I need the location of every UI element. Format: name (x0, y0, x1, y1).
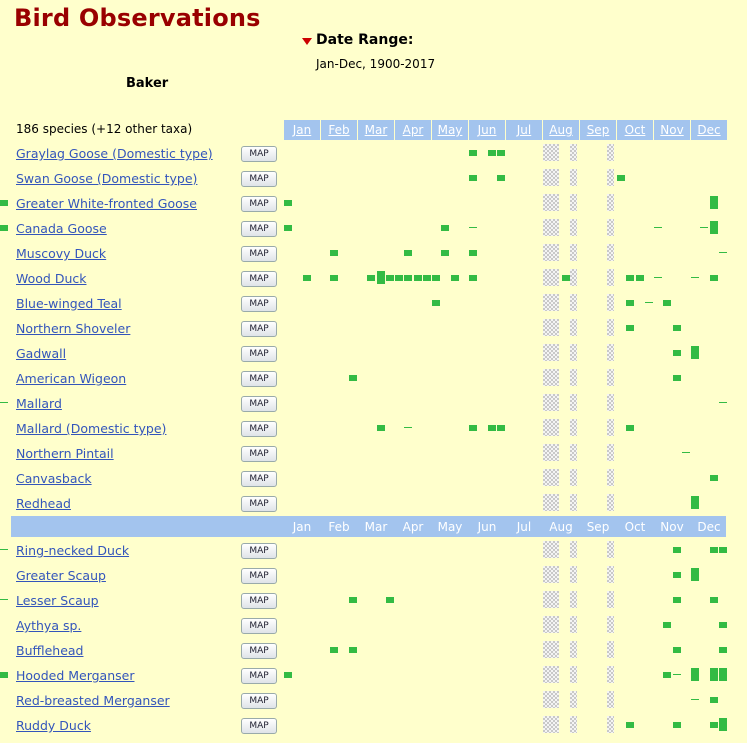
map-button[interactable]: MAP (241, 321, 277, 337)
species-link[interactable]: American Wigeon (16, 371, 127, 386)
month-label: Dec (697, 520, 721, 534)
frequency-bar (404, 275, 412, 281)
species-link[interactable]: Red-breasted Merganser (16, 693, 170, 708)
species-link[interactable]: Hooded Merganser (16, 668, 135, 683)
species-row (0, 718, 747, 743)
frequency-bar (719, 718, 727, 731)
frequency-bar (719, 647, 727, 653)
frequency-bar (0, 200, 8, 206)
frequency-bar (673, 547, 681, 553)
frequency-bar (719, 252, 727, 253)
species-row (0, 171, 747, 196)
no-data-hatch (607, 716, 614, 733)
frequency-bar (673, 674, 681, 675)
no-data-hatch (607, 494, 614, 511)
species-link[interactable]: Northern Pintail (16, 446, 114, 461)
no-data-hatch (543, 541, 559, 558)
frequency-bar (377, 271, 385, 284)
frequency-bar (497, 150, 505, 156)
map-button[interactable]: MAP (241, 693, 277, 709)
no-data-hatch (607, 419, 614, 436)
map-button[interactable]: MAP (241, 496, 277, 512)
no-data-hatch (570, 641, 577, 658)
no-data-hatch (543, 344, 559, 361)
no-data-hatch (607, 294, 614, 311)
no-data-hatch (607, 566, 614, 583)
frequency-bar (691, 668, 699, 681)
species-row (0, 246, 747, 271)
frequency-bar (284, 200, 292, 206)
species-count: 186 species (+12 other taxa) (16, 122, 193, 136)
map-button[interactable]: MAP (241, 543, 277, 559)
no-data-hatch (607, 344, 614, 361)
no-data-hatch (543, 169, 559, 186)
frequency-bar (423, 275, 431, 281)
frequency-bar (663, 622, 671, 628)
frequency-bar (673, 722, 681, 728)
species-link[interactable]: Northern Shoveler (16, 321, 131, 336)
frequency-bar (451, 275, 459, 281)
species-link[interactable]: Wood Duck (16, 271, 87, 286)
species-row (0, 146, 747, 171)
map-button[interactable]: MAP (241, 396, 277, 412)
no-data-hatch (543, 494, 559, 511)
no-data-hatch (607, 244, 614, 261)
frequency-bar (414, 275, 422, 281)
date-range-value: Jan-Dec, 1900-2017 (316, 57, 436, 71)
no-data-hatch (607, 219, 614, 236)
no-data-hatch (543, 269, 559, 286)
no-data-hatch (570, 394, 577, 411)
frequency-bar (691, 699, 699, 700)
species-link[interactable]: Greater White-fronted Goose (16, 196, 197, 211)
map-button[interactable]: MAP (241, 446, 277, 462)
no-data-hatch (607, 194, 614, 211)
no-data-hatch (607, 269, 614, 286)
frequency-bar (691, 277, 699, 278)
species-row (0, 693, 747, 718)
frequency-bar (691, 346, 699, 359)
no-data-hatch (543, 144, 559, 161)
no-data-hatch (543, 319, 559, 336)
species-row (0, 421, 747, 446)
no-data-hatch (543, 244, 559, 261)
species-link[interactable]: Mallard (Domestic type) (16, 421, 167, 436)
species-link[interactable]: Canada Goose (16, 221, 107, 236)
species-row (0, 446, 747, 471)
frequency-bar (432, 300, 440, 306)
month-label: Jan (292, 520, 312, 534)
map-button[interactable]: MAP (241, 171, 277, 187)
frequency-bar (710, 722, 718, 728)
species-link[interactable]: Redhead (16, 496, 71, 511)
map-button[interactable]: MAP (241, 271, 277, 287)
map-button[interactable]: MAP (241, 718, 277, 734)
frequency-bar (330, 275, 338, 281)
frequency-bar (441, 225, 449, 231)
month-label: May (437, 520, 463, 534)
species-link[interactable]: Swan Goose (Domestic type) (16, 171, 198, 186)
no-data-hatch (543, 444, 559, 461)
map-button[interactable]: MAP (241, 618, 277, 634)
map-button[interactable]: MAP (241, 593, 277, 609)
frequency-bar (636, 275, 644, 281)
no-data-hatch (607, 319, 614, 336)
map-button[interactable]: MAP (241, 421, 277, 437)
frequency-bar (719, 402, 727, 403)
frequency-bar (663, 300, 671, 306)
month-label: Jul (516, 520, 532, 534)
month-link[interactable]: Jan (292, 123, 312, 137)
species-row (0, 543, 747, 568)
no-data-hatch (607, 691, 614, 708)
no-data-hatch (543, 616, 559, 633)
map-button[interactable]: MAP (241, 146, 277, 162)
frequency-bar (284, 672, 292, 678)
species-row (0, 496, 747, 521)
month-link[interactable]: Jun (477, 123, 497, 137)
month-link[interactable]: Dec (697, 123, 721, 137)
no-data-hatch (607, 169, 614, 186)
no-data-hatch (570, 169, 577, 186)
no-data-hatch (607, 616, 614, 633)
species-row (0, 471, 747, 496)
no-data-hatch (570, 319, 577, 336)
frequency-bar (284, 225, 292, 231)
no-data-hatch (570, 219, 577, 236)
frequency-bar (719, 668, 727, 681)
date-range-label[interactable]: Date Range: (316, 32, 414, 48)
frequency-bar (469, 250, 477, 256)
frequency-bar (404, 250, 412, 256)
month-link[interactable]: May (437, 123, 463, 137)
no-data-hatch (543, 394, 559, 411)
frequency-bar (673, 325, 681, 331)
month-label: Mar (364, 520, 388, 534)
frequency-bar (497, 175, 505, 181)
frequency-bar (349, 375, 357, 381)
species-row (0, 296, 747, 321)
frequency-bar (497, 425, 505, 431)
frequency-bar (303, 275, 311, 281)
frequency-bar (710, 475, 718, 481)
species-row (0, 321, 747, 346)
frequency-bar (367, 275, 375, 281)
frequency-bar (626, 425, 634, 431)
no-data-hatch (607, 666, 614, 683)
no-data-hatch (570, 541, 577, 558)
map-button[interactable]: MAP (241, 471, 277, 487)
no-data-hatch (607, 369, 614, 386)
month-link[interactable]: Mar (364, 123, 388, 137)
no-data-hatch (543, 294, 559, 311)
month-link[interactable]: Jul (516, 123, 532, 137)
frequency-bar (700, 227, 708, 228)
frequency-bar (719, 547, 727, 553)
no-data-hatch (570, 294, 577, 311)
month-link[interactable]: Aug (549, 123, 573, 137)
frequency-bar (710, 196, 718, 209)
no-data-hatch (570, 469, 577, 486)
species-row (0, 568, 747, 593)
map-button[interactable]: MAP (241, 568, 277, 584)
species-link[interactable]: Gadwall (16, 346, 67, 361)
frequency-bar (673, 375, 681, 381)
species-link[interactable]: Greater Scaup (16, 568, 106, 583)
species-row (0, 371, 747, 396)
month-link[interactable]: Apr (402, 123, 424, 137)
species-link[interactable]: Aythya sp. (16, 618, 82, 633)
no-data-hatch (570, 444, 577, 461)
frequency-bar (330, 647, 338, 653)
frequency-bar (562, 275, 570, 281)
month-label: Oct (624, 520, 646, 534)
species-link[interactable]: Bufflehead (16, 643, 84, 658)
species-row (0, 196, 747, 221)
no-data-hatch (570, 194, 577, 211)
month-label: Sep (586, 520, 610, 534)
frequency-bar (469, 425, 477, 431)
species-link[interactable]: Graylag Goose (Domestic type) (16, 146, 213, 161)
species-link[interactable]: Muscovy Duck (16, 246, 107, 261)
no-data-hatch (570, 566, 577, 583)
no-data-hatch (570, 269, 577, 286)
species-row (0, 593, 747, 618)
frequency-bar (469, 150, 477, 156)
frequency-bar (710, 275, 718, 281)
species-link[interactable]: Ring-necked Duck (16, 543, 130, 558)
no-data-hatch (570, 244, 577, 261)
frequency-bar (469, 275, 477, 281)
no-data-hatch (543, 369, 559, 386)
frequency-bar (0, 549, 8, 550)
no-data-hatch (570, 144, 577, 161)
frequency-bar (626, 300, 634, 306)
frequency-bar (673, 350, 681, 356)
map-button[interactable]: MAP (241, 371, 277, 387)
species-link[interactable]: Mallard (16, 396, 62, 411)
no-data-hatch (543, 419, 559, 436)
frequency-bar (710, 221, 718, 234)
collapse-arrow-icon[interactable] (302, 38, 312, 45)
frequency-bar (654, 277, 662, 278)
map-button[interactable]: MAP (241, 643, 277, 659)
no-data-hatch (570, 616, 577, 633)
species-row (0, 643, 747, 668)
page-title: Bird Observations (14, 4, 261, 32)
frequency-bar (710, 597, 718, 603)
map-button[interactable]: MAP (241, 346, 277, 362)
no-data-hatch (570, 419, 577, 436)
no-data-hatch (543, 566, 559, 583)
month-link[interactable]: Feb (328, 123, 350, 137)
species-row (0, 668, 747, 693)
frequency-bar (386, 597, 394, 603)
no-data-hatch (543, 716, 559, 733)
frequency-bar (626, 325, 634, 331)
frequency-bar (673, 572, 681, 578)
species-link[interactable]: Canvasback (16, 471, 92, 486)
species-row (0, 346, 747, 371)
no-data-hatch (607, 541, 614, 558)
frequency-bar (377, 425, 385, 431)
month-link[interactable]: Nov (660, 123, 684, 137)
species-row (0, 221, 747, 246)
frequency-bar (349, 597, 357, 603)
frequency-bar (645, 302, 653, 303)
frequency-bar (488, 425, 496, 431)
no-data-hatch (570, 591, 577, 608)
frequency-bar (673, 597, 681, 603)
no-data-hatch (607, 469, 614, 486)
frequency-bar (710, 697, 718, 703)
frequency-bar (626, 722, 634, 728)
frequency-bar (626, 275, 634, 281)
no-data-hatch (607, 591, 614, 608)
no-data-hatch (607, 144, 614, 161)
no-data-hatch (570, 344, 577, 361)
frequency-bar (682, 452, 690, 453)
frequency-bar (395, 275, 403, 281)
frequency-bar (432, 275, 440, 281)
map-button[interactable]: MAP (241, 221, 277, 237)
frequency-bar (469, 227, 477, 228)
month-label: Feb (328, 520, 350, 534)
frequency-bar (0, 599, 8, 600)
frequency-bar (488, 150, 496, 156)
species-link[interactable]: Ruddy Duck (16, 718, 91, 733)
species-row (0, 618, 747, 643)
frequency-bar (386, 275, 394, 281)
frequency-bar (330, 250, 338, 256)
month-link[interactable]: Oct (624, 123, 646, 137)
no-data-hatch (543, 641, 559, 658)
frequency-bar (654, 227, 662, 228)
species-link[interactable]: Lesser Scaup (16, 593, 99, 608)
species-row (0, 396, 747, 421)
species-link[interactable]: Blue-winged Teal (16, 296, 122, 311)
no-data-hatch (543, 194, 559, 211)
frequency-bar (691, 496, 699, 509)
month-label: Apr (402, 520, 424, 534)
frequency-bar (719, 622, 727, 628)
no-data-hatch (543, 666, 559, 683)
frequency-bar (469, 175, 477, 181)
frequency-bar (0, 402, 8, 403)
no-data-hatch (543, 469, 559, 486)
no-data-hatch (570, 691, 577, 708)
frequency-bar (349, 647, 357, 653)
map-button[interactable]: MAP (241, 246, 277, 262)
no-data-hatch (570, 716, 577, 733)
frequency-bar (710, 547, 718, 553)
no-data-hatch (543, 591, 559, 608)
no-data-hatch (543, 691, 559, 708)
no-data-hatch (570, 494, 577, 511)
frequency-bar (691, 568, 699, 581)
species-row (0, 271, 747, 296)
month-label: Nov (660, 520, 684, 534)
no-data-hatch (607, 641, 614, 658)
no-data-hatch (570, 369, 577, 386)
no-data-hatch (570, 666, 577, 683)
map-button[interactable]: MAP (241, 296, 277, 312)
month-link[interactable]: Sep (586, 123, 610, 137)
month-label: Aug (549, 520, 573, 534)
frequency-bar (617, 175, 625, 181)
no-data-hatch (607, 394, 614, 411)
no-data-hatch (607, 444, 614, 461)
map-button[interactable]: MAP (241, 668, 277, 684)
frequency-bar (673, 647, 681, 653)
month-label: Jun (477, 520, 497, 534)
frequency-bar (441, 250, 449, 256)
frequency-bar (404, 427, 412, 428)
location-name: Baker (126, 76, 169, 91)
map-button[interactable]: MAP (241, 196, 277, 212)
no-data-hatch (543, 219, 559, 236)
frequency-bar (663, 672, 671, 678)
frequency-bar (0, 225, 8, 231)
frequency-bar (710, 668, 718, 681)
frequency-bar (0, 672, 8, 678)
